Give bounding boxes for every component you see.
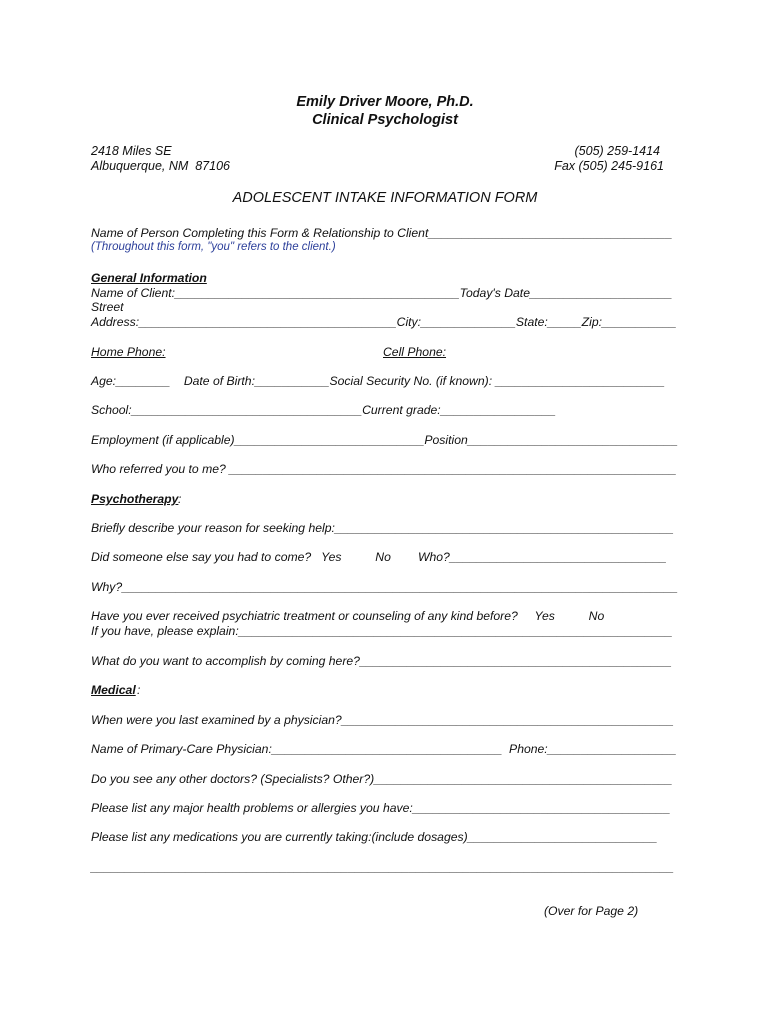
prior-treatment-question[interactable]: Have you ever received psychiatric treatment or counseling of any kind before? Yes No (91, 609, 605, 623)
medical-heading: Medical (91, 683, 136, 697)
psychotherapy-heading: Psychotherapy (91, 492, 179, 506)
provider-name: Emily Driver Moore, Ph.D. (296, 94, 474, 110)
home-phone-field[interactable]: Home Phone: (91, 345, 166, 359)
employment-position-field[interactable]: Employment (if applicable)____________________________Position_______________________________ (91, 433, 678, 447)
medical-colon: : (137, 683, 141, 697)
psychotherapy-colon: : (178, 492, 182, 506)
school-grade-field[interactable]: School:__________________________________Current grade:_________________ (91, 403, 556, 417)
explain-field[interactable]: If you have, please explain:________________________________________________________________ (91, 624, 673, 638)
street-label: Street (91, 300, 124, 314)
over-page-note: (Over for Page 2) (544, 904, 639, 918)
medications-field[interactable]: Please list any medications you are currently taking:(include dosages)____________________________ (91, 830, 658, 844)
address-field[interactable]: Address:______________________________________City:______________State:_____Zip:___________ (91, 315, 677, 329)
why-field[interactable]: Why?__________________________________________________________________________________ (91, 580, 678, 594)
cell-phone-field[interactable]: Cell Phone: (383, 345, 447, 359)
fax-number: Fax (505) 245-9161 (554, 159, 664, 173)
reason-field[interactable]: Briefly describe your reason for seeking help:__________________________________________________ (91, 521, 674, 535)
primary-physician-field[interactable]: Name of Primary-Care Physician:__________________________________ Phone:___________________ (91, 742, 677, 756)
address-line-1: 2418 Miles SE (91, 144, 172, 158)
age-dob-ssn-field[interactable]: Age:________ Date of Birth:___________Social Security No. (if known): _________________________ (91, 374, 665, 388)
address-line-2: Albuquerque, NM 87106 (91, 159, 230, 173)
form-note: (Throughout this form, "you" refers to the client.) (91, 241, 336, 253)
provider-title: Clinical Psychologist (312, 112, 458, 128)
accomplish-field[interactable]: What do you want to accomplish by coming here?______________________________________________ (91, 654, 672, 668)
client-name-date-field[interactable]: Name of Client:__________________________________________Today's Date_____________________ (91, 286, 673, 300)
form-title: ADOLESCENT INTAKE INFORMATION FORM (232, 190, 538, 206)
general-information-heading: General Information (91, 271, 207, 285)
completing-person-field[interactable]: Name of Person Completing this Form & Relationship to Client____________________________________ (91, 226, 673, 240)
phone-number: (505) 259-1414 (574, 144, 660, 158)
last-exam-field[interactable]: When were you last examined by a physician?_________________________________________________ (91, 713, 674, 727)
health-problems-field[interactable]: Please list any major health problems or allergies you have:______________________________________ (91, 801, 671, 815)
other-doctors-field[interactable]: Do you see any other doctors? (Specialists? Other?)____________________________________________ (91, 772, 673, 786)
medications-continued-line[interactable]: ______________________________________________________________________________________ (91, 860, 674, 874)
referred-by-field[interactable]: Who referred you to me? __________________________________________________________________ (91, 462, 677, 476)
someone-else-field[interactable]: Did someone else say you had to come? Yes No Who?________________________________ (91, 550, 667, 564)
